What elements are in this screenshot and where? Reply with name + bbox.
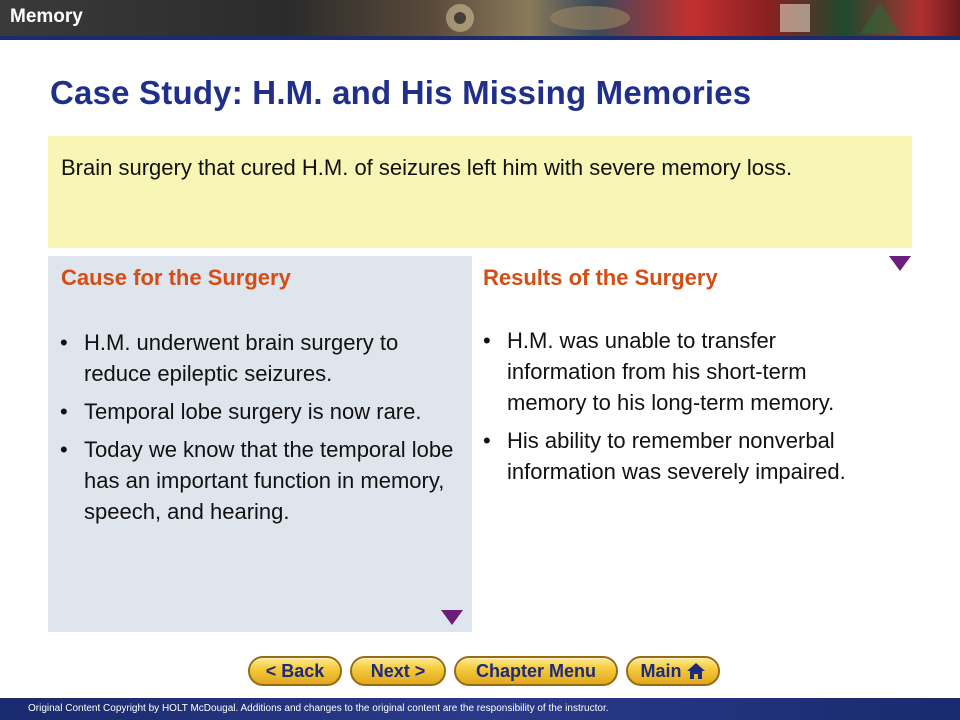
home-icon <box>686 662 706 680</box>
header-banner <box>0 0 960 40</box>
more-down-arrow-icon[interactable] <box>441 610 463 625</box>
next-button-label: Next > <box>370 660 426 681</box>
chapter-menu-label: Chapter Menu <box>475 660 596 681</box>
intro-text: Brain surgery that cured H.M. of seizures left him with severe memory loss. <box>61 155 793 180</box>
next-button[interactable] <box>350 656 446 686</box>
list-item: • H.M. was unable to transfer information from his short-term memory to his long-term memory. <box>483 325 883 418</box>
results-heading: Results of the Surgery <box>483 265 718 290</box>
main-button[interactable] <box>626 656 720 686</box>
cause-heading: Cause for the Surgery <box>61 265 291 290</box>
header-title: Memory <box>10 6 83 27</box>
chapter-menu-button[interactable] <box>454 656 618 686</box>
slide-title: Case Study: H.M. and His Missing Memories <box>50 74 752 111</box>
back-button[interactable] <box>248 656 342 686</box>
list-item: • Today we know that the temporal lobe has an important function in memory, speech, and hearing. <box>60 434 466 527</box>
banner-collage-icon <box>360 0 960 36</box>
list-item: • H.M. underwent brain surgery to reduce epileptic seizures. <box>60 327 466 389</box>
more-down-arrow-icon[interactable] <box>889 256 911 271</box>
intro-box <box>48 136 912 248</box>
back-button-label: < Back <box>265 660 325 681</box>
footer-copyright: Original Content Copyright by HOLT McDougal. Additions and changes to the original content are the responsibility of the instructor. <box>28 703 609 714</box>
main-button-label: Main <box>640 660 682 681</box>
list-item: • His ability to remember nonverbal information was severely impaired. <box>483 425 883 487</box>
list-item: • Temporal lobe surgery is now rare. <box>60 396 466 427</box>
results-bullet-list <box>483 325 883 494</box>
footer-bar <box>0 698 960 720</box>
cause-bullet-list <box>60 327 466 534</box>
